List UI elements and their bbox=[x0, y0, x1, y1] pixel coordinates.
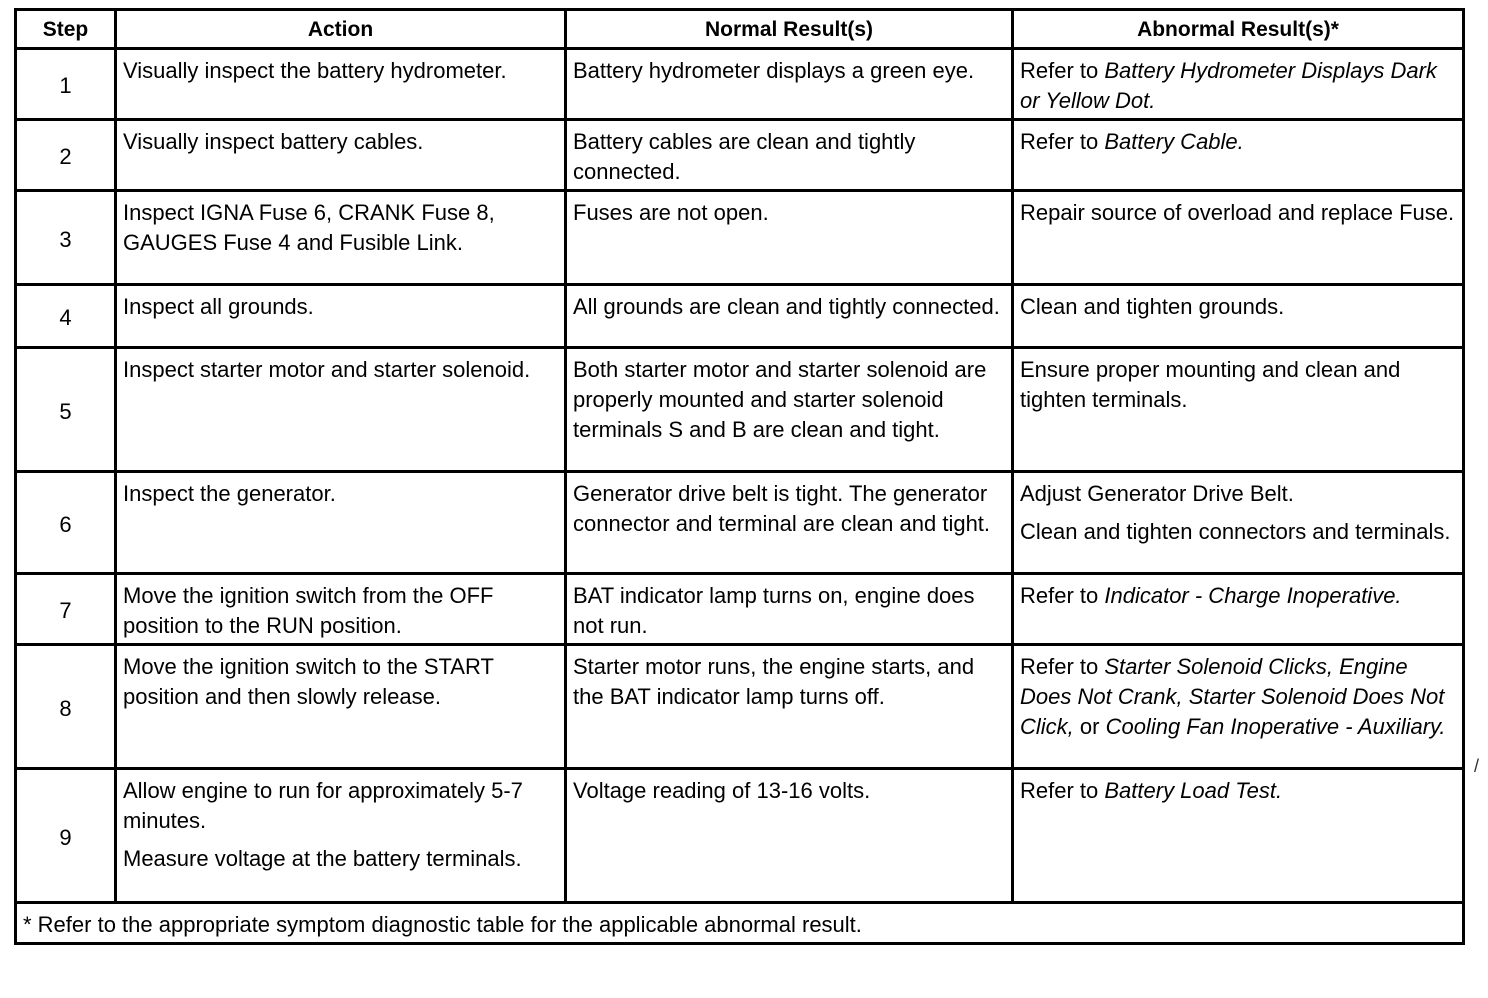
action-cell bbox=[116, 120, 566, 191]
table-row bbox=[16, 191, 1464, 285]
normal-result-text: BAT indicator lamp turns on, engine does not run. bbox=[573, 583, 975, 638]
action-cell bbox=[116, 285, 566, 348]
table-row bbox=[16, 769, 1464, 903]
step-number: 8 bbox=[16, 645, 116, 769]
action-text: Visually inspect the battery hydrometer. bbox=[123, 58, 507, 83]
footnote-row bbox=[16, 903, 1464, 944]
abnormal-result-prefix: Repair source of overload and replace Fuse. bbox=[1020, 200, 1455, 225]
abnormal-result-prefix: Adjust Generator Drive Belt. bbox=[1020, 481, 1294, 506]
abnormal-result-prefix: Clean and tighten grounds. bbox=[1020, 294, 1285, 319]
abnormal-result-text bbox=[1020, 198, 1456, 228]
abnormal-result-cell bbox=[1013, 645, 1464, 769]
abnormal-result-text bbox=[1020, 479, 1456, 509]
abnormal-result-text bbox=[1020, 355, 1456, 415]
procedure-reference: Battery Hydrometer Displays Dark or Yellow Dot. bbox=[1020, 58, 1437, 113]
procedure-reference: Cooling Fan Inoperative - Auxiliary. bbox=[1105, 714, 1446, 739]
procedure-reference: Battery Cable. bbox=[1104, 129, 1244, 154]
table-row bbox=[16, 285, 1464, 348]
step-number: 7 bbox=[16, 574, 116, 645]
normal-result-text: Fuses are not open. bbox=[573, 200, 769, 225]
action-cell bbox=[116, 49, 566, 120]
header-action: Action bbox=[116, 10, 566, 49]
header-row bbox=[16, 10, 1464, 49]
table-row bbox=[16, 49, 1464, 120]
table-body bbox=[16, 49, 1464, 903]
action-text: Move the ignition switch to the START position and then slowly release. bbox=[123, 654, 494, 709]
normal-result-cell bbox=[566, 574, 1013, 645]
abnormal-result-prefix: Refer to bbox=[1020, 778, 1105, 803]
diagnostic-table-page bbox=[14, 8, 1462, 945]
action-text: Inspect all grounds. bbox=[123, 294, 314, 319]
abnormal-result-text bbox=[1020, 127, 1456, 157]
step-number: 4 bbox=[16, 285, 116, 348]
action-text: Measure voltage at the battery terminals. bbox=[123, 846, 522, 871]
table-row bbox=[16, 472, 1464, 574]
action-text: Inspect starter motor and starter solenoid. bbox=[123, 357, 531, 382]
abnormal-result-text bbox=[1020, 56, 1456, 116]
normal-result-text: Voltage reading of 13-16 volts. bbox=[573, 778, 871, 803]
action-text: Allow engine to run for approximately 5-7 minutes. bbox=[123, 778, 523, 833]
abnormal-result-text bbox=[1020, 581, 1456, 611]
normal-result-cell bbox=[566, 645, 1013, 769]
normal-result-cell bbox=[566, 472, 1013, 574]
normal-result-cell bbox=[566, 191, 1013, 285]
normal-result-cell bbox=[566, 348, 1013, 472]
normal-result-text: Both starter motor and starter solenoid are properly mounted and starter solenoid terminals S and B are clean and tight. bbox=[573, 357, 987, 442]
abnormal-result-cell bbox=[1013, 472, 1464, 574]
footnote: * Refer to the appropriate symptom diagnostic table for the applicable abnormal result. bbox=[16, 903, 1464, 944]
diagnostic-table bbox=[14, 8, 1465, 945]
abnormal-result-cell bbox=[1013, 285, 1464, 348]
step-number: 5 bbox=[16, 348, 116, 472]
abnormal-result-cell bbox=[1013, 574, 1464, 645]
abnormal-result-cell bbox=[1013, 120, 1464, 191]
normal-result-text: Generator drive belt is tight. The generator connector and terminal are clean and tight. bbox=[573, 481, 991, 536]
step-number: 3 bbox=[16, 191, 116, 285]
abnormal-result-conjunction: or bbox=[1073, 714, 1106, 739]
header-abnormal-results: Abnormal Result(s)* bbox=[1013, 10, 1464, 49]
abnormal-result-cell bbox=[1013, 191, 1464, 285]
action-cell bbox=[116, 645, 566, 769]
abnormal-result-text bbox=[1020, 776, 1456, 806]
abnormal-result-prefix: Refer to bbox=[1020, 129, 1105, 154]
table-row bbox=[16, 348, 1464, 472]
normal-result-cell bbox=[566, 285, 1013, 348]
action-text: Visually inspect battery cables. bbox=[123, 129, 424, 154]
action-cell bbox=[116, 191, 566, 285]
normal-result-text: Battery hydrometer displays a green eye. bbox=[573, 58, 975, 83]
abnormal-result-prefix: Refer to bbox=[1020, 583, 1105, 608]
abnormal-result-cell bbox=[1013, 769, 1464, 903]
action-cell bbox=[116, 348, 566, 472]
action-cell bbox=[116, 769, 566, 903]
table-row bbox=[16, 574, 1464, 645]
stray-mark: / bbox=[1474, 756, 1480, 776]
action-cell bbox=[116, 574, 566, 645]
header-normal-results: Normal Result(s) bbox=[566, 10, 1013, 49]
step-number: 6 bbox=[16, 472, 116, 574]
abnormal-result-cell bbox=[1013, 49, 1464, 120]
table-row bbox=[16, 645, 1464, 769]
abnormal-result-text bbox=[1020, 517, 1456, 547]
abnormal-result-cell bbox=[1013, 348, 1464, 472]
normal-result-text: Starter motor runs, the engine starts, and the BAT indicator lamp turns off. bbox=[573, 654, 975, 709]
normal-result-cell bbox=[566, 49, 1013, 120]
procedure-reference: Starter Solenoid Clicks, Engine Does Not Crank, Starter Solenoid Does Not Click, bbox=[1020, 654, 1445, 739]
step-number: 1 bbox=[16, 49, 116, 120]
normal-result-cell bbox=[566, 120, 1013, 191]
procedure-reference: Indicator - Charge Inoperative. bbox=[1104, 583, 1402, 608]
abnormal-result-text bbox=[1020, 652, 1456, 742]
normal-result-text: All grounds are clean and tightly connected. bbox=[573, 294, 1000, 319]
action-text: Inspect IGNA Fuse 6, CRANK Fuse 8, GAUGES Fuse 4 and Fusible Link. bbox=[123, 200, 495, 255]
action-text: Inspect the generator. bbox=[123, 481, 336, 506]
procedure-reference: Battery Load Test. bbox=[1104, 778, 1283, 803]
normal-result-cell bbox=[566, 769, 1013, 903]
abnormal-result-text bbox=[1020, 292, 1456, 322]
step-number: 2 bbox=[16, 120, 116, 191]
abnormal-result-prefix: Refer to bbox=[1020, 654, 1105, 679]
table-row bbox=[16, 120, 1464, 191]
header-step: Step bbox=[16, 10, 116, 49]
abnormal-result-prefix: Refer to bbox=[1020, 58, 1105, 83]
abnormal-result-prefix: Clean and tighten connectors and terminals. bbox=[1020, 519, 1451, 544]
step-number: 9 bbox=[16, 769, 116, 903]
normal-result-text: Battery cables are clean and tightly connected. bbox=[573, 129, 916, 184]
action-text: Move the ignition switch from the OFF position to the RUN position. bbox=[123, 583, 494, 638]
action-cell bbox=[116, 472, 566, 574]
abnormal-result-prefix: Ensure proper mounting and clean and tighten terminals. bbox=[1020, 357, 1401, 412]
